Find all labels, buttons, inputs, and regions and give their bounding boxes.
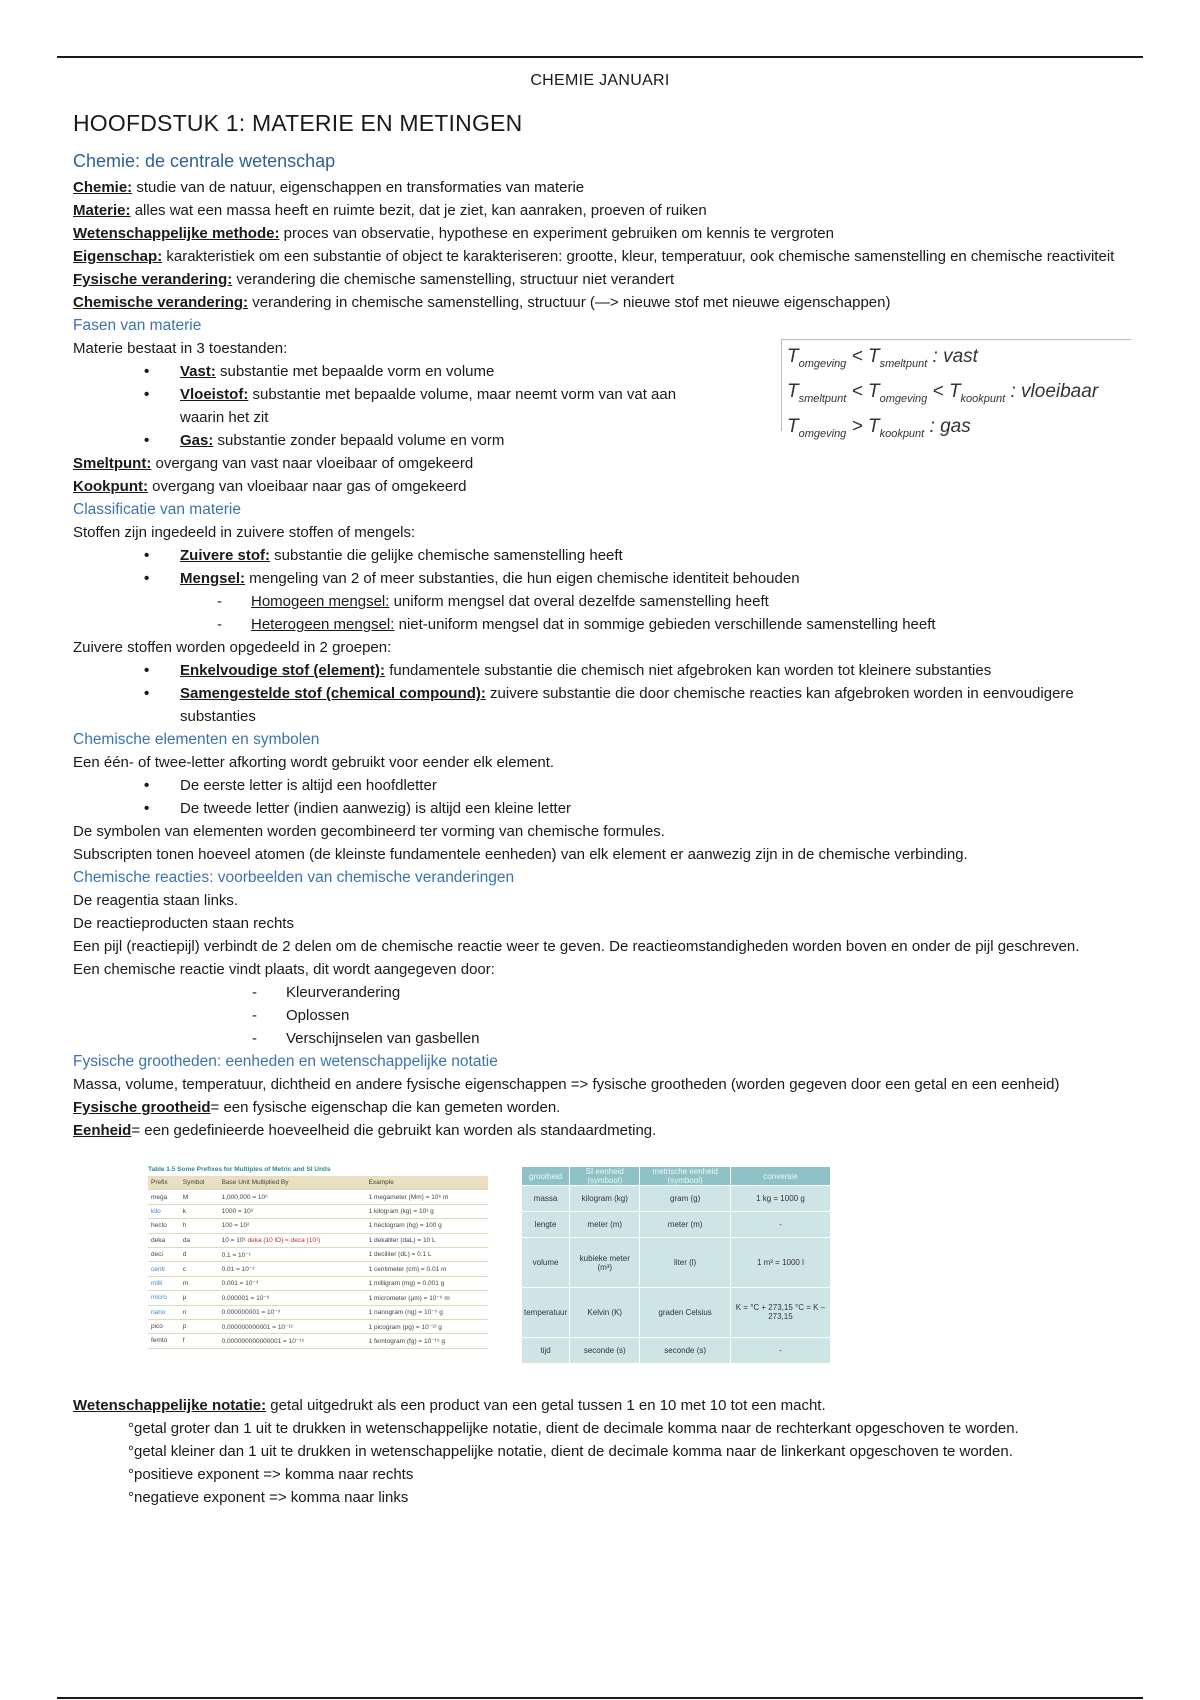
definitions-block	[73, 176, 1127, 314]
page-header: CHEMIE JANUARI	[530, 72, 670, 89]
paragraph: De reagentia staan links.	[73, 892, 239, 909]
prefix-table: Prefix Symbol Base Unit Multiplied By Example mega M 1,000,000 = 10⁶ 1 megameter (Mm) = 10⁶ m kilo k 1000 = 10³ 1 kilogram (kg) = 10³ g hecto h 100 = 10² 1 hectogram (hg) = 100 g deka da 10 = 10¹ deka (10 lO) = deca (10¹) 1 dekaliter (daL) = 10 L deci d 0.1 = 10⁻¹ 1 deciliter (dL) = 0.1 L centi c 0.01 = 10⁻² 1 centimeter (cm) = 0.01 m milli m 0.001 = 10⁻³ 1 milligram (mg) = 0.001 g micro μ 0.000001 = 10⁻⁶ 1 micrometer (μm) = 10⁻⁶ m nano n 0.000000001 = 10⁻⁹ 1 nanogram (ng) = 10⁻⁹ g pico p 0.000000000001 = 10⁻¹² 1 picogram (pg) = 10⁻¹² g femto f 0.000000000000001 = 10⁻¹⁵ 1 femtogram (fg) = 10⁻¹⁵ g	[148, 1176, 488, 1349]
table-row: micro μ 0.000001 = 10⁻⁶ 1 micrometer (μm) = 10⁻⁶ m	[148, 1291, 488, 1305]
classificatie-intro: Stoffen zijn ingedeeld in zuivere stoffen of mengels:	[73, 524, 416, 541]
table-row: temperatuur Kelvin (K) graden Celsius K = °C + 273,15 °C = K – 273,15	[522, 1288, 831, 1338]
list-item: • De eerste letter is altijd een hoofdletter	[180, 774, 1127, 797]
definition-line: Eenheid= een gedefinieerde hoeveelheid die gebruikt kan worden als standaardmeting.	[73, 1122, 657, 1139]
definition-line: Wetenschappelijke notatie: getal uitgedrukt als een product van een getal tussen 1 en 10 met 10 tot een macht.	[73, 1397, 826, 1414]
table-row: massa kilogram (kg) gram (g) 1 kg = 1000 g	[522, 1186, 831, 1212]
definition-line: Chemische verandering: verandering in chemische samenstelling, structuur (—> nieuwe stof met nieuwe eigenschappen)	[73, 294, 891, 311]
table-row: lengte meter (m) meter (m) -	[522, 1212, 831, 1238]
definition-line: Fysische verandering: verandering die chemische samenstelling, structuur niet verandert	[73, 271, 675, 288]
tables-figure	[73, 1156, 1127, 1386]
list-item: - Verschijnselen van gasbellen	[286, 1027, 1127, 1050]
classificatie-heading: Classificatie van materie	[73, 501, 241, 518]
notatie-list	[73, 1417, 1127, 1509]
table-row: mega M 1,000,000 = 10⁶ 1 megameter (Mm) = 10⁶ m	[148, 1190, 488, 1204]
definition-line: Kookpunt: overgang van vloeibaar naar gas of omgekeerd	[73, 478, 467, 495]
reacties-heading: Chemische reacties: voorbeelden van chemische veranderingen	[73, 869, 515, 886]
units-table-image	[521, 1166, 831, 1364]
list-item: ° getal groter dan 1 uit te drukken in wetenschappelijke notatie, dient de decimale komma naar de rechterkant opgeschoven te worden.	[128, 1417, 1127, 1440]
list-item: - Heterogeen mengsel: niet-uniform mengsel dat in sommige gebieden verschillende samenstelling heeft	[251, 613, 1127, 636]
list-item: • Vast: substantie met bepaalde vorm en volume	[180, 360, 720, 383]
table-row: pico p 0.000000000001 = 10⁻¹² 1 picogram (pg) = 10⁻¹² g	[148, 1319, 488, 1333]
table-row: deci d 0.1 = 10⁻¹ 1 deciliter (dL) = 0.1 L	[148, 1247, 488, 1261]
elementen-list	[73, 774, 1127, 820]
definition-line: Materie: alles wat een massa heeft en ruimte bezit, dat je ziet, kan aanraken, proeven of ruiken	[73, 202, 707, 219]
prefix-table-caption: Table 1.5 Some Prefixes for Multiples of Metric and SI Units	[148, 1166, 331, 1173]
classificatie-intro2: Zuivere stoffen worden opgedeeld in 2 groepen:	[73, 639, 392, 656]
table-row: centi c 0.01 = 10⁻² 1 centimeter (cm) = 0.01 m	[148, 1262, 488, 1276]
paragraph: Een pijl (reactiepijl) verbindt de 2 delen om de chemische reactie weer te geven. De reactieomstandigheden worden boven en onder de pijl geschreven.	[73, 938, 1080, 955]
table-row: deka da 10 = 10¹ deka (10 lO) = deca (10¹) 1 dekaliter (daL) = 10 L	[148, 1233, 488, 1247]
table-row: femto f 0.000000000000001 = 10⁻¹⁵ 1 femtogram (fg) = 10⁻¹⁵ g	[148, 1334, 488, 1348]
phase-line-vast: $T_{omgeving} < T_{smeltpunt}$ : vast	[787, 346, 978, 370]
header-rule	[57, 56, 1143, 58]
list-item: ° positieve exponent => komma naar rechts	[128, 1463, 1127, 1486]
phase-line-gas: $T_{omgeving} > T_{kookpunt}$ : gas	[787, 415, 971, 440]
definition-line: Chemie: studie van de natuur, eigenschappen en transformaties van materie	[73, 179, 585, 196]
list-item: • Gas: substantie zonder bepaald volume en vorm	[180, 429, 720, 452]
list-item: - Oplossen	[286, 1004, 1127, 1027]
list-item: • Zuivere stof: substantie die gelijke chemische samenstelling heeft	[180, 544, 1127, 567]
table-row: hecto h 100 = 10² 1 hectogram (hg) = 100 g	[148, 1219, 488, 1233]
paragraph: Subscripten tonen hoeveel atomen (de kleinste fundamentele eenheden) van elk element er aanwezig zijn in de chemische verbinding.	[73, 846, 968, 863]
table-row: volume kubieke meter (m³) liter (l) 1 m³ = 1000 l	[522, 1238, 831, 1288]
phase-line-vloeibaar: $T_{smeltpunt} < T_{omgeving} < T_{kookpunt}$ : vloeibaar	[787, 380, 1099, 405]
definition-line: Eigenschap: karakteristiek om een substantie of object te karakteriseren: grootte, kleur, temperatuur, ook chemische samenstelling en chemische reactiviteit	[73, 248, 1115, 265]
paragraph: De symbolen van elementen worden gecombineerd ter vorming van chemische formules.	[73, 823, 665, 840]
fasen-intro: Materie bestaat in 3 toestanden:	[73, 340, 288, 357]
definition-line: Fysische grootheid= een fysische eigenschap die kan gemeten worden.	[73, 1099, 561, 1116]
section-title: Chemie: de centrale wetenschap	[73, 151, 336, 171]
fasen-heading: Fasen van materie	[73, 317, 202, 334]
list-item: - Kleurverandering	[286, 981, 1127, 1004]
list-item: ° negatieve exponent => komma naar links	[128, 1486, 1127, 1509]
grootheden-heading: Fysische grootheden: eenheden en wetenschappelijke notatie	[73, 1053, 498, 1070]
table-row: tijd seconde (s) seconde (s) -	[522, 1337, 831, 1363]
table-row: milli m 0.001 = 10⁻³ 1 milligram (mg) = 0.001 g	[148, 1276, 488, 1290]
reactie-indicators-list	[73, 981, 1127, 1050]
list-item: ° getal kleiner dan 1 uit te drukken in wetenschappelijke notatie, dient de decimale komma naar de linkerkant opgeschoven te worden.	[128, 1440, 1127, 1463]
paragraph: Een chemische reactie vindt plaats, dit wordt aangegeven door:	[73, 961, 495, 978]
fasen-list	[73, 360, 720, 452]
chapter-title: HOOFDSTUK 1: MATERIE EN METINGEN	[73, 110, 523, 136]
mengsel-sublist	[73, 590, 1127, 636]
paragraph: De reactieproducten staan rechts	[73, 915, 294, 932]
table-row: nano n 0.000000001 = 10⁻⁹ 1 nanogram (ng) = 10⁻⁹ g	[148, 1305, 488, 1319]
prefix-table-image	[148, 1166, 488, 1366]
definition-line: Wetenschappelijke methode: proces van observatie, hypothese en experiment gebruiken om kennis te vergroten	[73, 225, 834, 242]
fasen-section	[73, 337, 1127, 498]
elementen-intro: Een één- of twee-letter afkorting wordt gebruikt voor eender elk element.	[73, 754, 555, 771]
phase-temperature-box	[781, 339, 1131, 440]
list-item: • Mengsel: mengeling van 2 of meer substanties, die hun eigen chemische identiteit behouden	[180, 567, 1127, 590]
table-row: kilo k 1000 = 10³ 1 kilogram (kg) = 10³ g	[148, 1204, 488, 1218]
list-item: • De tweede letter (indien aanwezig) is altijd een kleine letter	[180, 797, 1127, 820]
document-body	[73, 110, 1127, 1509]
definition-line: Smeltpunt: overgang van vast naar vloeibaar of omgekeerd	[73, 455, 474, 472]
list-item: • Enkelvoudige stof (element): fundamentele substantie die chemisch niet afgebroken kan worden tot kleinere substanties	[180, 659, 1127, 682]
classificatie-list	[73, 544, 1127, 590]
zuivere-stoffen-list	[73, 659, 1127, 728]
list-item: • Samengestelde stof (chemical compound): zuivere substantie die door chemische reacties kan afgebroken worden in eenvoudigere substanties	[180, 682, 1127, 728]
paragraph: Massa, volume, temperatuur, dichtheid en andere fysische eigenschappen => fysische grootheden (worden gegeven door een getal en een eenheid)	[73, 1076, 1060, 1093]
elementen-heading: Chemische elementen en symbolen	[73, 731, 320, 748]
footer-rule	[57, 1697, 1143, 1699]
list-item: • Vloeistof: substantie met bepaalde volume, maar neemt vorm van vat aan waarin het zit	[180, 383, 720, 429]
list-item: - Homogeen mengsel: uniform mengsel dat overal dezelfde samenstelling heeft	[251, 590, 1127, 613]
units-table: grootheid SI eenheid (symbool) metrische eenheid (symbool) conversie massa kilogram (kg) gram (g) 1 kg = 1000 g lengte meter (m) meter (m) - volume kubieke meter (m³) liter (l) 1 m³ = 1000 l temperatuur Kelvin (K) graden Celsius K = °C + 273,15 °C = K – 273,15 tijd seconde (s) seconde (s) -	[521, 1166, 831, 1364]
